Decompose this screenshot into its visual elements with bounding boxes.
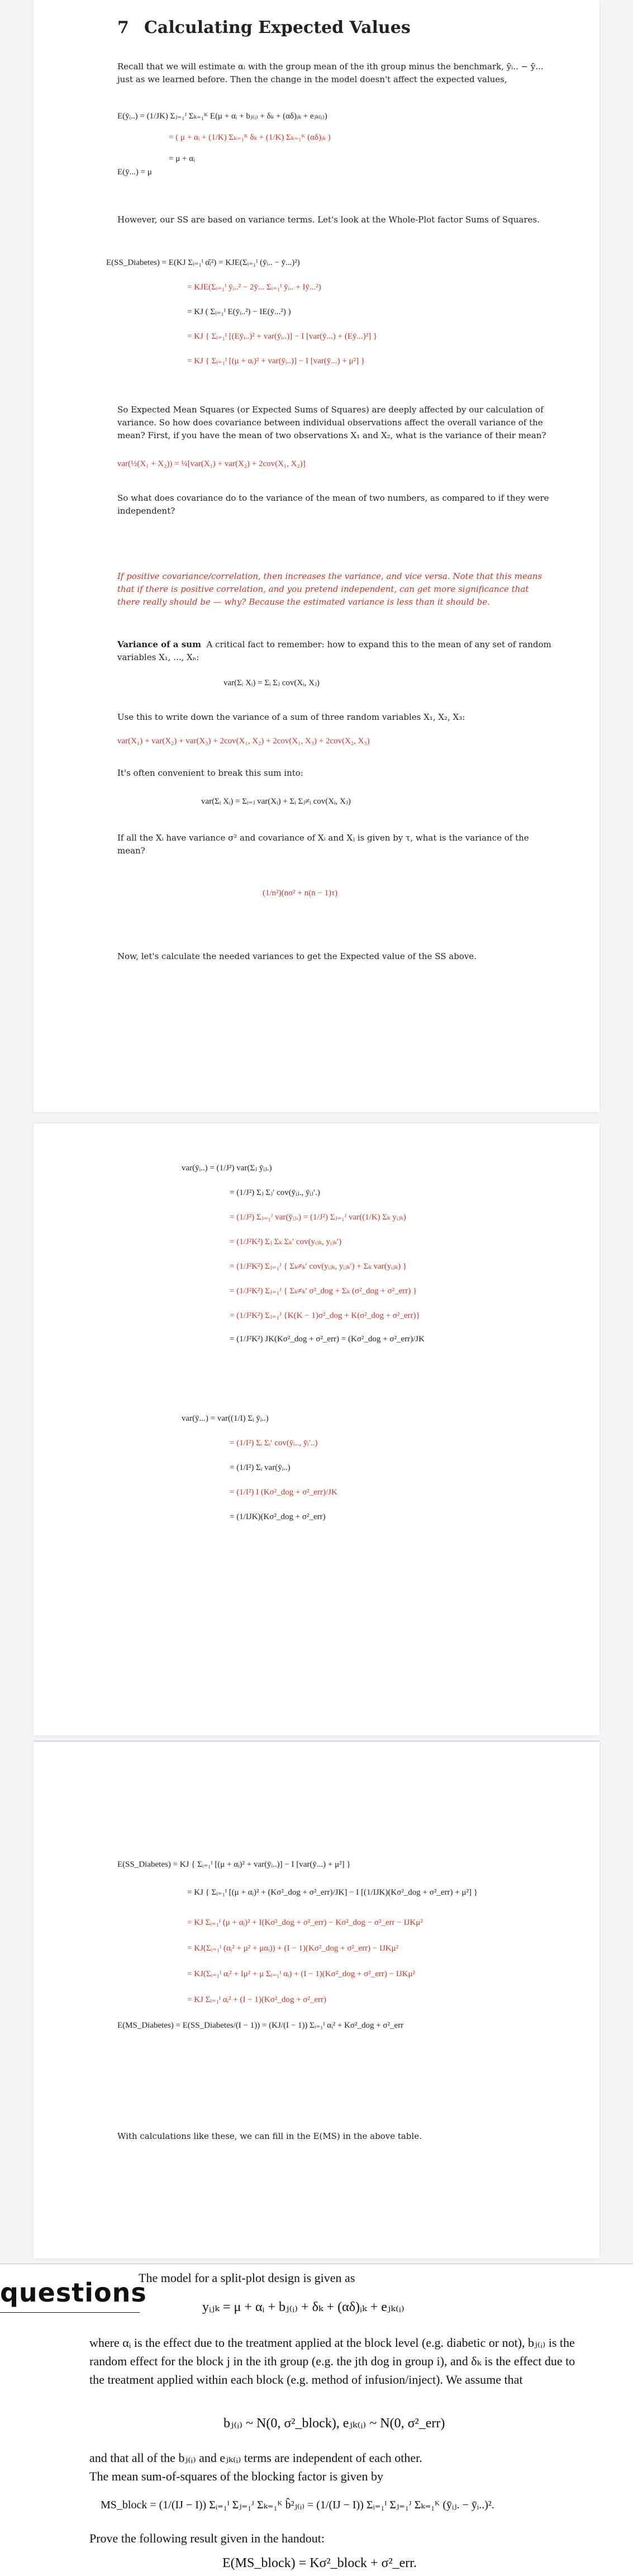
eq-line: = (1/J²K²) JK(Kσ²_dog + σ²_err) = (Kσ²_dog + σ²_err)/JK: [230, 1335, 425, 1344]
variance-of-sum-block: [117, 638, 553, 664]
model-equation: yᵢⱼₖ = μ + αᵢ + bⱼ₍ᵢ₎ + δₖ + (αδ)ᵢₖ + eⱼₖ₍ᵢ₎: [202, 2300, 404, 2314]
eq-line: = KJ ( Σᵢ₌₁ᴵ E(ȳᵢ..²) − IE(ȳ...²) ): [187, 307, 291, 316]
variance-of-sum-text: A critical fact to remember: how to expand this to the mean of any set of random variables X₁, ..., Xₙ:: [117, 639, 551, 662]
variance-of-sum-heading: Variance of a sum: [117, 639, 201, 649]
equation-three-variables: var(X₁) + var(X₂) + var(X₃) + 2cov(X₁, X₂) + 2cov(X₁, X₃) + 2cov(X₂, X₃): [117, 737, 370, 746]
eq-line: = KJ { Σᵢ₌₁ᴵ [(μ + αᵢ)² + (Kσ²_dog + σ²_err)/JK] − I [(1/IJK)(Kσ²_dog + σ²_err) + μ²] }: [187, 1888, 478, 1897]
equation-break-sum: var(Σᵢ Xᵢ) = Σᵢ₌ⱼ var(Xᵢ) + Σᵢ Σⱼ≠ᵢ cov(Xᵢ, Xⱼ): [201, 797, 351, 806]
model-description: where αᵢ is the effect due to the treatment applied at the block level (e.g. diabetic or not), bⱼ₍ᵢ₎ is the random effect for the block j in the ith group (e.g. the jth dog in group i), and δₖ is the effect due to the treatment applied within each block (e.g. method of infusion/inject). We assume that: [89, 2336, 575, 2387]
equation-var-group-mean: [182, 1163, 425, 1359]
eq-line: = (1/J²K²) Σⱼ₌₁ᴶ { Σₖ≠ₖ′ σ²_dog + Σₖ (σ²_dog + σ²_err) }: [230, 1287, 417, 1296]
eq-line: = (1/J²K²) Σⱼ Σₖ Σₖ′ cov(yᵢⱼₖ, yᵢⱼₖ′): [230, 1237, 342, 1246]
eq-line: = μ + αᵢ: [169, 154, 195, 163]
equation-mean-two-variance: var(½(X₁ + X₂)) = ¼[var(X₁) + var(X₂) + 2cov(X₁, X₂)]: [117, 459, 306, 468]
section-number: 7: [117, 18, 129, 37]
eq-line: = KJ Σᵢ₌₁ᴵ (μ + αᵢ)² + I(Kσ²_dog + σ²_err) − Kσ²_dog − σ²_err − IJKμ²: [187, 1918, 423, 1927]
eq-line: E(ȳ...) = μ: [117, 168, 152, 177]
eq-line: = (1/I²) Σᵢ var(ȳᵢ..): [230, 1463, 291, 1472]
eq-line: E(MS_Diabetes) = E(SS_Diabetes/(I − 1)) = (KJ/(I − 1)) Σᵢ₌₁ᴵ αᵢ² + Kσ²_dog + σ²_err: [117, 2021, 404, 2030]
equation-ss-diabetes-final: [117, 1859, 478, 2046]
three-variables-paragraph: Use this to write down the variance of a sum of three random variables X₁, X₂, X₃:: [117, 712, 465, 722]
mean-variance-question: If all the Xᵢ have variance σ² and covariance of Xᵢ and Xⱼ is given by τ, what is the variance of the mean?: [117, 833, 529, 856]
eq-line: = KJ(Σᵢ₌₁ᴵ αᵢ² + Iμ² + μ Σᵢ₌₁ᴵ αᵢ) + (I − 1)(Kσ²_dog + σ²_err) − IJKμ²: [187, 1970, 416, 1979]
covariance-question: So what does covariance do to the variance of the mean of two numbers, as compared to if they were independent?: [117, 493, 549, 516]
independence-statement: and that all of the bⱼ₍ᵢ₎ and eⱼₖ₍ᵢ₎ terms are independent of each other.: [89, 2451, 422, 2465]
document-page-2: [34, 1123, 599, 1735]
eq-line: = (1/J²) Σⱼ₌₁ᴶ var(ȳᵢⱼ.) = (1/J²) Σⱼ₌₁ᴶ var((1/K) Σₖ yᵢⱼₖ): [230, 1213, 406, 1222]
questions-page: [0, 2264, 633, 2576]
eq-line: = (1/J²K²) Σⱼ₌₁ᴶ { Σₖ≠ₖ′ cov(yᵢⱼₖ, yᵢⱼₖ′) + Σₖ var(yᵢⱼₖ) }: [230, 1262, 407, 1271]
result-equation: E(MS_block) = Kσ²_block + σ²_err.: [222, 2556, 417, 2570]
eq-line: E(SS_Diabetes) = KJ { Σᵢ₌₁ᴵ [(μ + αᵢ)² + var(ȳᵢ..)] − I [var(ȳ...) + μ²] }: [117, 1860, 351, 1869]
equation-expected-group-mean: [117, 111, 331, 181]
eq-line: = KJE(Σᵢ₌₁ᴵ ȳᵢ..² − 2ȳ... Σᵢ₌₁ᴵ ȳᵢ.. + Iȳ...²): [187, 283, 321, 292]
prove-instruction: Prove the following result given in the handout:: [89, 2531, 325, 2545]
label-underline: [0, 2312, 140, 2313]
assumption-equation: bⱼ₍ᵢ₎ ~ N(0, σ²_block), eⱼₖ₍ᵢ₎ ~ N(0, σ²_err): [223, 2416, 445, 2431]
eq-line: = KJ { Σᵢ₌₁ᴵ [(μ + αᵢ)² + var(ȳᵢ..)] − I [var(ȳ...) + μ²] }: [187, 357, 365, 366]
equation-ss-diabetes: [106, 257, 377, 380]
eq-line: E(SS_Diabetes) = E(KJ Σᵢ₌₁ᴵ α̂ᵢ²) = KJE(Σᵢ₌₁ᴵ (ȳᵢ.. − ȳ...)²): [106, 258, 300, 267]
equation-variance-of-sum: var(Σᵢ Xᵢ) = Σᵢ Σⱼ cov(Xᵢ, Xⱼ): [223, 679, 320, 687]
eq-line: var(ȳᵢ..) = (1/J²) var(Σⱼ ȳᵢⱼ.): [182, 1164, 272, 1173]
eq-line: = (1/IJK)(Kσ²_dog + σ²_err): [230, 1512, 326, 1521]
document-page-1: [34, 0, 599, 1112]
ms-block-intro: The mean sum-of-squares of the blocking factor is given by: [89, 2469, 384, 2483]
eq-line: E(ȳᵢ..) = (1/JK) Σⱼ₌₁ᴶ Σₖ₌₁ᴷ E(μ + αᵢ + bⱼ₍ᵢ₎ + δₖ + (αδ)ᵢₖ + eⱼₖ₍ᵢ₎): [117, 112, 327, 121]
eq-line: = (1/J²) Σⱼ Σⱼ′ cov(ȳᵢⱼ., ȳᵢⱼ′.): [230, 1188, 320, 1197]
eq-line: = ( μ + αᵢ + (1/K) Σₖ₌₁ᴷ δₖ + (1/K) Σₖ₌₁ᴷ (αδ)ᵢₖ ): [169, 133, 331, 142]
eq-line: var(ȳ...) = var((1/I) Σᵢ ȳᵢ..): [182, 1414, 269, 1423]
eq-line: = KJ Σᵢ₌₁ᴵ αᵢ² + (I − 1)(Kσ²_dog + σ²_err): [187, 1995, 327, 2004]
whole-plot-paragraph: However, our SS are based on variance terms. Let's look at the Whole-Plot factor Sums of Squares.: [117, 215, 540, 225]
break-sum-paragraph: It's often convenient to break this sum into:: [117, 768, 303, 778]
handwritten-questions-label: questions: [0, 2278, 147, 2308]
needed-variances-paragraph: Now, let's calculate the needed variances to get the Expected value of the SS above.: [117, 951, 477, 961]
model-intro: The model for a split-plot design is given as: [139, 2271, 355, 2285]
eq-line: = (1/I²) Σᵢ Σᵢ′ cov(ȳᵢ.., ȳᵢ′..): [230, 1439, 318, 1448]
eq-line: = KJ { Σᵢ₌₁ᴵ [(Eȳᵢ..)² + var(ȳᵢ..)] − I [var(ȳ...) + (Eȳ...)²] }: [187, 332, 378, 341]
section-title: Calculating Expected Values: [144, 18, 411, 37]
ms-block-equation: MS_block = (1/(IJ − I)) Σᵢ₌₁ᴵ Σⱼ₌₁ᴶ Σₖ₌₁ᴷ b̂²ⱼ₍ᵢ₎ = (1/(IJ − I)) Σᵢ₌₁ᴵ Σⱼ₌₁ᴶ Σₖ₌₁ᴷ (ȳᵢⱼ. − ȳᵢ..)².: [101, 2499, 494, 2511]
eq-line: = (1/J²K²) Σⱼ₌₁ᴶ {K(K − 1)σ²_dog + K(σ²_dog + σ²_err)}: [230, 1311, 420, 1320]
closing-paragraph: With calculations like these, we can fill in the E(MS) in the above table.: [117, 2131, 422, 2141]
eq-line: = (1/I²) I (Kσ²_dog + σ²_err)/JK: [230, 1488, 337, 1497]
covariance-paragraph: So Expected Mean Squares (or Expected Sums of Squares) are deeply affected by our calculation of variance. So how does covariance between individual observations affect the overall variance of the mean? First, if you have the mean of two observations X₁ and X₂, what is the variance of their mean?: [117, 405, 546, 440]
covariance-note: If positive covariance/correlation, then increases the variance, and vice versa. Note that this means that if there is positive correlation, and you pretend independent, can get more significance that there really should be — why? Because the estimated variance is less than it should be.: [117, 571, 542, 607]
intro-paragraph: Recall that we will estimate αᵢ with the group mean of the ith group minus the benchmark, ȳᵢ.. − ȳ... just as we learned before. Then the change in the model doesn't affect the expected values,: [117, 61, 544, 84]
equation-var-grand-mean: [182, 1414, 337, 1537]
equation-mean-variance-answer: (1/n²)(nσ² + n(n − 1)τ): [263, 889, 338, 898]
document-page-3: [34, 1741, 599, 2259]
eq-line: = KJ(Σᵢ₌₁ᴵ (αᵢ² + μ² + μαᵢ)) + (I − 1)(Kσ²_dog + σ²_err) − IJKμ²: [187, 1944, 399, 1953]
